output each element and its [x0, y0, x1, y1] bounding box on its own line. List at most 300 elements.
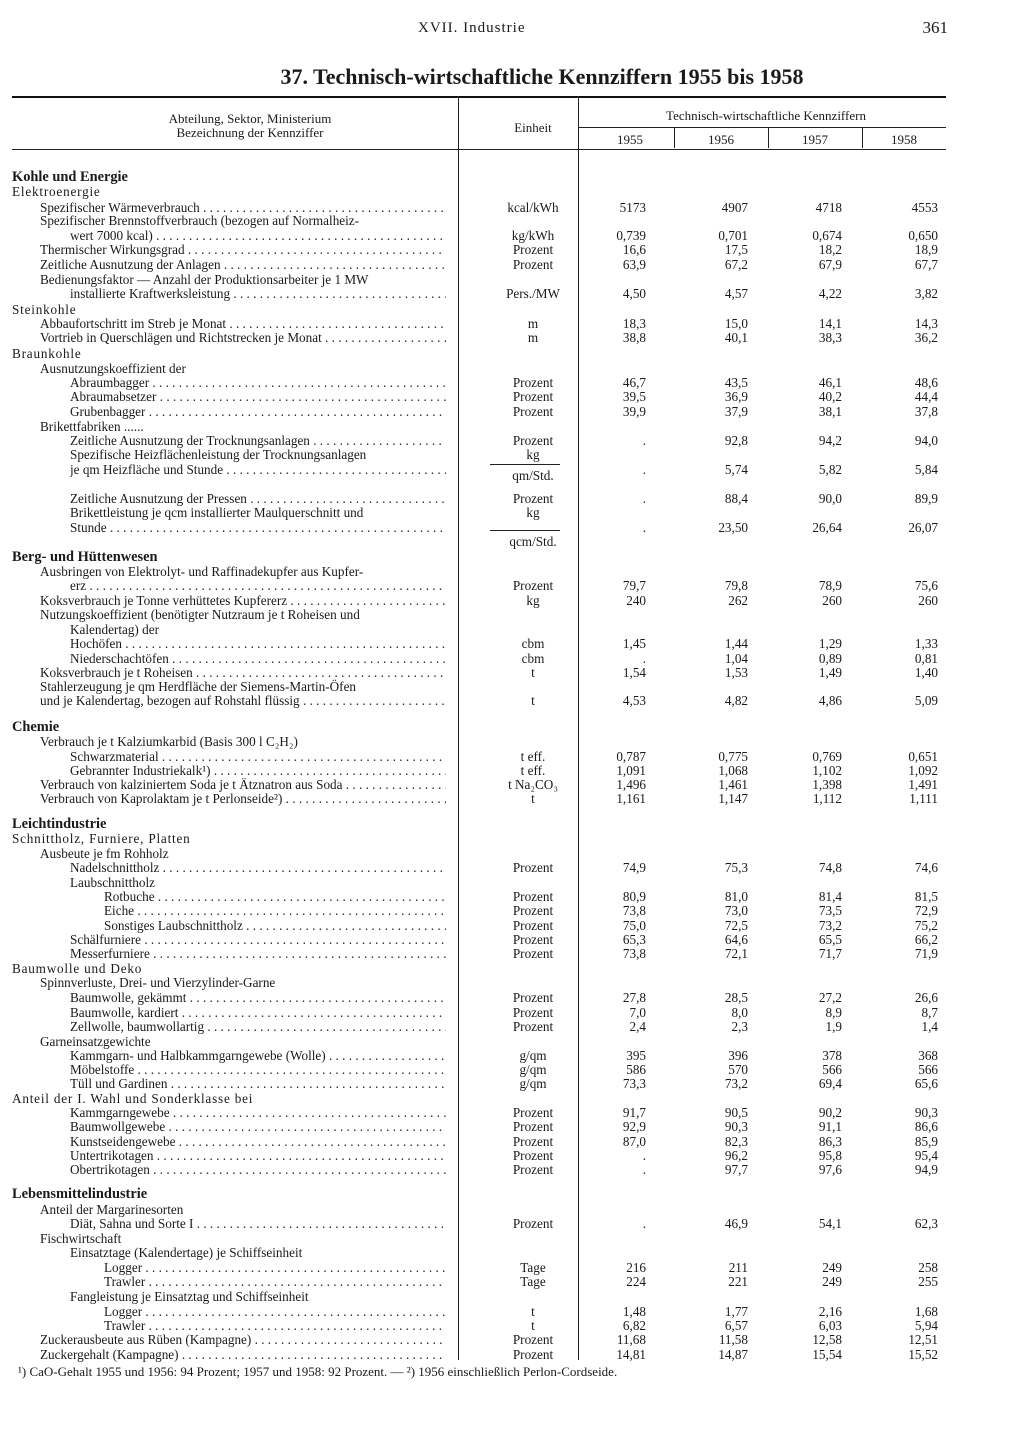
table-row: [0, 564, 1024, 579]
value-1957: 54,1: [818, 1216, 842, 1231]
value-1958: 258: [918, 1260, 938, 1275]
table-row: [0, 860, 1024, 875]
table-row: [0, 1134, 1024, 1149]
table-row: [0, 1019, 1024, 1034]
row-label: Lebensmittelindustrie: [12, 1186, 148, 1202]
table-row: [0, 734, 1024, 749]
value-1958: 260: [918, 593, 938, 608]
row-label: Sonstiges Laubschnittholz . . .: [104, 918, 446, 933]
table-row: [0, 763, 1024, 778]
row-label: Chemie: [12, 719, 60, 735]
value-1958: 0,651: [908, 749, 938, 764]
table-row: [0, 578, 1024, 593]
value-1957: 0,769: [812, 749, 842, 764]
row-label: Berg- und Hüttenwesen: [12, 549, 158, 565]
value-1958: 89,9: [914, 491, 938, 506]
footnote: ¹) CaO-Gehalt 1955 und 1956: 94 Prozent; 1957 und 1958: 92 Prozent. — ²) 1956 einschließlich Perlon-Cordseide.: [18, 1364, 618, 1379]
row-unit: Prozent: [512, 1148, 554, 1163]
value-1956: 67,2: [724, 257, 748, 272]
table-row: [0, 1332, 1024, 1347]
value-1957: 0,89: [818, 651, 842, 666]
row-unit: Prozent: [512, 1332, 554, 1347]
value-1956: 1,068: [718, 763, 748, 778]
value-1957: 40,2: [818, 389, 842, 404]
value-1955: 14,81: [616, 1347, 646, 1362]
row-unit: Prozent: [512, 1134, 554, 1149]
row-unit: Prozent: [512, 903, 554, 918]
value-1955: .: [642, 491, 646, 506]
subsection-heading: [0, 184, 1024, 199]
value-1957: 18,2: [818, 242, 842, 257]
row-label: Spezifischer Wärmeverbrauch . . .: [40, 200, 446, 215]
value-1956: 72,5: [724, 918, 748, 933]
header-year-1958: 1958: [891, 132, 917, 147]
table-row: [0, 491, 1024, 506]
row-label: Zellwolle, baumwollartig . . .: [70, 1019, 446, 1034]
value-1958: 1,33: [914, 636, 938, 651]
row-unit: Prozent: [512, 1119, 554, 1134]
row-label: Steinkohle: [12, 302, 77, 317]
value-1957: 6,03: [818, 1318, 842, 1333]
row-label: wert 7000 kcal) . . .: [70, 228, 446, 243]
value-1957: 4,86: [818, 693, 842, 708]
table-title: 37. Technisch-wirtschaftliche Kennziffern 1955 bis 1958: [280, 64, 804, 89]
row-label: Spezifische Heizflächenleistung der Trocknungsanlagen: [70, 447, 367, 462]
value-1956: 43,5: [724, 375, 748, 390]
value-1955: 0,787: [616, 749, 646, 764]
row-unit: kg/kWh: [511, 228, 555, 243]
section-heading: [0, 550, 1024, 565]
table-row: [0, 903, 1024, 918]
value-1958: 18,9: [914, 242, 938, 257]
value-1957: 1,29: [818, 636, 842, 651]
row-unit: Prozent: [512, 1162, 554, 1177]
row-label: Ausbringen von Elektrolyt- und Raffinadekupfer aus Kupfer-: [40, 564, 364, 579]
value-1958: 14,3: [914, 316, 938, 331]
value-1958: 67,7: [914, 257, 938, 272]
value-1956: 221: [728, 1274, 748, 1289]
subsection-heading: [0, 831, 1024, 846]
row-unit: Prozent: [512, 1019, 554, 1034]
row-unit: m: [527, 330, 539, 345]
table-row: [0, 1076, 1024, 1091]
table-row: [0, 228, 1024, 243]
value-1957: 12,58: [812, 1332, 842, 1347]
value-1955: 92,9: [622, 1119, 646, 1134]
value-1958: 1,092: [908, 763, 938, 778]
row-unit: Prozent: [512, 433, 554, 448]
value-1958: 72,9: [914, 903, 938, 918]
value-1958: 1,68: [914, 1304, 938, 1319]
table-row: [0, 1148, 1024, 1163]
value-1958: 5,84: [914, 462, 938, 477]
row-unit: kcal/kWh: [507, 200, 559, 215]
value-1957: 260: [822, 593, 842, 608]
value-1956: 4907: [721, 200, 748, 215]
value-1958: 36,2: [914, 330, 938, 345]
table-row: [0, 1289, 1024, 1304]
row-label: Zuckergehalt (Kampagne) . . .: [40, 1347, 446, 1362]
value-1956: 79,8: [724, 578, 748, 593]
value-1958: 1,40: [914, 665, 938, 680]
value-1958: 81,5: [914, 889, 938, 904]
table-row: [0, 679, 1024, 694]
value-1955: 224: [626, 1274, 646, 1289]
value-1956: 46,9: [724, 1216, 748, 1231]
row-label: Logger . . .: [104, 1304, 446, 1319]
value-1956: 72,1: [724, 946, 748, 961]
value-1956: 90,5: [724, 1105, 748, 1120]
value-1957: 38,1: [818, 404, 842, 419]
value-1955: 216: [626, 1260, 646, 1275]
value-1956: 90,3: [724, 1119, 748, 1134]
value-1958: 65,6: [914, 1076, 938, 1091]
value-1956: 2,3: [731, 1019, 748, 1034]
row-label: Schwarzmaterial . . .: [70, 749, 446, 764]
value-1958: 566: [918, 1062, 938, 1077]
table-row: [0, 468, 1024, 483]
value-1955: 0,739: [616, 228, 646, 243]
value-1955: 1,54: [622, 665, 646, 680]
row-label: Baumwolle und Deko: [12, 961, 143, 976]
value-1955: 39,9: [622, 404, 646, 419]
row-label: Eiche . . .: [104, 903, 446, 918]
table-row: [0, 534, 1024, 549]
table-row: [0, 213, 1024, 228]
table-row: [0, 1260, 1024, 1275]
table-row: [0, 990, 1024, 1005]
value-1957: 378: [822, 1048, 842, 1063]
row-label: installierte Kraftwerksleistung . . .: [70, 286, 446, 301]
value-1955: 1,496: [616, 777, 646, 792]
row-label: Baumwollgewebe . . .: [70, 1119, 446, 1134]
value-1955: 240: [626, 593, 646, 608]
row-label: Abbaufortschritt im Streb je Monat . . .: [40, 316, 446, 331]
row-label: Zeitliche Ausnutzung der Trocknungsanlagen . . .: [70, 433, 446, 448]
value-1956: 14,87: [718, 1347, 748, 1362]
table-row: [0, 1245, 1024, 1260]
value-1955: 38,8: [622, 330, 646, 345]
value-1956: 211: [728, 1260, 748, 1275]
table-row: [0, 505, 1024, 520]
value-1956: 4,57: [724, 286, 748, 301]
row-unit: Prozent: [512, 946, 554, 961]
table-row: [0, 272, 1024, 287]
value-1957: 86,3: [818, 1134, 842, 1149]
row-label: Grubenbagger . . .: [70, 404, 446, 419]
value-1955: .: [642, 651, 646, 666]
value-1958: 5,09: [914, 693, 938, 708]
row-unit: Prozent: [512, 491, 554, 506]
value-1958: 368: [918, 1048, 938, 1063]
value-1956: 73,0: [724, 903, 748, 918]
value-1956: 23,50: [718, 520, 748, 535]
value-1957: 27,2: [818, 990, 842, 1005]
row-label: Nutzungskoeffizient (benötigter Nutzraum je t Roheisen und: [40, 607, 360, 622]
value-1955: 80,9: [622, 889, 646, 904]
value-1957: 5,82: [818, 462, 842, 477]
subsection-heading: [0, 346, 1024, 361]
row-label: Untertrikotagen . . .: [70, 1148, 446, 1163]
value-1958: 44,4: [914, 389, 938, 404]
value-1955: 16,6: [622, 242, 646, 257]
value-1956: 262: [728, 593, 748, 608]
table-row: [0, 1005, 1024, 1020]
value-1956: 82,3: [724, 1134, 748, 1149]
value-1955: 65,3: [622, 932, 646, 947]
value-1958: 85,9: [914, 1134, 938, 1149]
table-row: [0, 777, 1024, 792]
row-label: Diät, Sahna und Sorte I . . .: [70, 1216, 446, 1231]
value-1955: 1,091: [616, 763, 646, 778]
value-1955: 63,9: [622, 257, 646, 272]
value-1956: 0,775: [718, 749, 748, 764]
table-row: [0, 693, 1024, 708]
table-row: [0, 607, 1024, 622]
value-1956: 73,2: [724, 1076, 748, 1091]
value-1957: 67,9: [818, 257, 842, 272]
value-1958: 15,52: [908, 1347, 938, 1362]
value-1958: 48,6: [914, 375, 938, 390]
row-unit: t eff.: [520, 749, 546, 764]
table-row: [0, 520, 1024, 535]
table-row: [0, 1347, 1024, 1362]
value-1957: 15,54: [812, 1347, 842, 1362]
row-label: Anteil der Margarinesorten: [40, 1202, 184, 1217]
row-unit: t: [531, 665, 535, 680]
value-1956: 1,04: [724, 651, 748, 666]
table-row: [0, 286, 1024, 301]
section-title: XVII. Industrie: [418, 20, 526, 36]
value-1958: 1,491: [908, 777, 938, 792]
row-label: Schälfurniere . . .: [70, 932, 446, 947]
table-row: [0, 791, 1024, 806]
value-1958: 75,6: [914, 578, 938, 593]
row-label: Hochöfen . . .: [70, 636, 446, 651]
row-label: Verbrauch je t Kalziumkarbid (Basis 300 l C₂H₂): [40, 734, 298, 749]
value-1957: 73,5: [818, 903, 842, 918]
value-1957: 46,1: [818, 375, 842, 390]
value-1957: 69,4: [818, 1076, 842, 1091]
value-1956: 1,461: [718, 777, 748, 792]
value-1958: 90,3: [914, 1105, 938, 1120]
row-unit: Prozent: [512, 578, 554, 593]
value-1955: .: [642, 520, 646, 535]
table-row: [0, 242, 1024, 257]
value-1958: 1,111: [909, 791, 938, 806]
row-label: Möbelstoffe . . .: [70, 1062, 446, 1077]
row-label: Elektroenergie: [12, 184, 101, 199]
value-1956: 1,147: [718, 791, 748, 806]
table-row: [0, 330, 1024, 345]
table-row: [0, 918, 1024, 933]
row-label: Koksverbrauch je t Roheisen . . .: [40, 665, 446, 680]
table-row: [0, 875, 1024, 890]
row-unit: Prozent: [512, 242, 554, 257]
table-row: [0, 1202, 1024, 1217]
table-row: [0, 749, 1024, 764]
table-row: [0, 651, 1024, 666]
value-1957: 90,0: [818, 491, 842, 506]
value-1956: 11,58: [718, 1332, 748, 1347]
row-label: Zeitliche Ausnutzung der Pressen . . .: [70, 491, 446, 506]
row-label: Kunstseidengewebe . . .: [70, 1134, 446, 1149]
table-row: [0, 316, 1024, 331]
table-row: [0, 622, 1024, 637]
row-label: Baumwolle, gekämmt . . .: [70, 990, 446, 1005]
row-label: Einsatztage (Kalendertage) je Schiffseinheit: [70, 1245, 303, 1260]
value-1955: 79,7: [622, 578, 646, 593]
row-unit: Prozent: [512, 389, 554, 404]
row-unit: t: [531, 791, 535, 806]
value-1957: 38,3: [818, 330, 842, 345]
value-1957: 65,5: [818, 932, 842, 947]
value-1957: 81,4: [818, 889, 842, 904]
value-1955: 18,3: [622, 316, 646, 331]
value-1958: 95,4: [914, 1148, 938, 1163]
row-label: Verbrauch von Kaprolaktam je t Perlonseide²) . . .: [40, 791, 446, 806]
value-1955: 2,4: [629, 1019, 646, 1034]
value-1956: 64,6: [724, 932, 748, 947]
value-1957: 1,112: [812, 791, 842, 806]
value-1956: 5,74: [724, 462, 748, 477]
row-unit: g/qm: [519, 1048, 547, 1063]
row-unit: t: [531, 1318, 535, 1333]
row-label: Braunkohle: [12, 346, 82, 361]
table-row: [0, 375, 1024, 390]
row-label: Spezifischer Brennstoffverbrauch (bezogen auf Normalheiz-: [40, 213, 360, 228]
value-1957: 4718: [815, 200, 842, 215]
value-1956: 1,77: [724, 1304, 748, 1319]
table-row: [0, 1105, 1024, 1120]
row-unit: Prozent: [512, 1216, 554, 1231]
table-row: [0, 1062, 1024, 1077]
row-unit: kg: [526, 505, 540, 520]
value-1955: 39,5: [622, 389, 646, 404]
table-row: [0, 1318, 1024, 1333]
value-1955: .: [642, 1148, 646, 1163]
value-1957: 1,49: [818, 665, 842, 680]
value-1958: 5,94: [914, 1318, 938, 1333]
value-1957: 95,8: [818, 1148, 842, 1163]
row-unit: Tage: [520, 1260, 546, 1275]
header-year-1955: 1955: [617, 132, 643, 147]
subsection-heading: [0, 302, 1024, 317]
row-unit: t: [531, 1304, 535, 1319]
value-1958: 12,51: [908, 1332, 938, 1347]
value-1956: 40,1: [724, 330, 748, 345]
row-label: Schnittholz, Furniere, Platten: [12, 831, 191, 846]
table-row: [0, 1162, 1024, 1177]
subsection-heading: [0, 1091, 1024, 1106]
row-label: Niederschachtöfen . . .: [70, 651, 446, 666]
table-row: [0, 946, 1024, 961]
row-unit: Tage: [520, 1274, 546, 1289]
table-row: [0, 665, 1024, 680]
value-1955: .: [642, 462, 646, 477]
value-1956: 88,4: [724, 491, 748, 506]
row-unit: Prozent: [512, 932, 554, 947]
row-unit: Prozent: [512, 860, 554, 875]
row-label: Stunde . . .: [70, 520, 446, 535]
row-label: Baumwolle, kardiert . . .: [70, 1005, 446, 1020]
value-1957: 14,1: [818, 316, 842, 331]
row-label: Spinnverluste, Drei- und Vierzylinder-Garne: [40, 975, 276, 990]
row-label: Kammgarngewebe . . .: [70, 1105, 446, 1120]
row-label: Rotbuche . . .: [104, 889, 446, 904]
row-unit: kg: [526, 593, 540, 608]
value-1955: 87,0: [622, 1134, 646, 1149]
row-label: Fangleistung je Einsatztag und Schiffseinheit: [70, 1289, 309, 1304]
value-1956: 4,82: [724, 693, 748, 708]
row-label: Anteil der I. Wahl und Sonderklasse bei: [12, 1091, 254, 1106]
value-1956: 81,0: [724, 889, 748, 904]
row-label: je qm Heizfläche und Stunde . . .: [70, 462, 446, 477]
row-unit: g/qm: [519, 1076, 547, 1091]
value-1955: 91,7: [622, 1105, 646, 1120]
table-row: [0, 932, 1024, 947]
value-1955: 1,45: [622, 636, 646, 651]
header-year-1957: 1957: [802, 132, 828, 147]
row-unit: qm/Std.: [512, 468, 554, 483]
row-label: Leichtindustrie: [12, 816, 107, 832]
value-1958: 3,82: [914, 286, 938, 301]
value-1956: 28,5: [724, 990, 748, 1005]
table-row: [0, 1048, 1024, 1063]
value-1958: 0,81: [914, 651, 938, 666]
value-1956: 75,3: [724, 860, 748, 875]
value-1955: 73,8: [622, 903, 646, 918]
row-unit: Prozent: [512, 1005, 554, 1020]
value-1957: 71,7: [818, 946, 842, 961]
value-1957: 2,16: [818, 1304, 842, 1319]
row-label: Bedienungsfaktor — Anzahl der Produktionsarbeiter je 1 MW: [40, 272, 369, 287]
value-1958: 75,2: [914, 918, 938, 933]
value-1956: 92,8: [724, 433, 748, 448]
value-1956: 8,0: [731, 1005, 748, 1020]
value-1958: 4553: [911, 200, 938, 215]
value-1955: .: [642, 1216, 646, 1231]
value-1955: 5173: [619, 200, 646, 215]
table-row: [0, 975, 1024, 990]
value-1957: 249: [822, 1274, 842, 1289]
value-1957: 249: [822, 1260, 842, 1275]
value-1955: 46,7: [622, 375, 646, 390]
value-1955: 4,53: [622, 693, 646, 708]
value-1958: 86,6: [914, 1119, 938, 1134]
table-row: [0, 1231, 1024, 1246]
value-1958: 0,650: [908, 228, 938, 243]
value-1955: 27,8: [622, 990, 646, 1005]
row-label: Nadelschnittholz . . .: [70, 860, 446, 875]
value-1958: 8,7: [921, 1005, 938, 1020]
section-heading: [0, 170, 1024, 185]
value-1957: 97,6: [818, 1162, 842, 1177]
value-1956: 1,44: [724, 636, 748, 651]
row-unit: Prozent: [512, 990, 554, 1005]
header-group: Technisch-wirtschaftliche Kennziffern: [666, 108, 866, 123]
table-row: [0, 419, 1024, 434]
value-1958: 66,2: [914, 932, 938, 947]
value-1957: 4,22: [818, 286, 842, 301]
value-1956: 97,7: [724, 1162, 748, 1177]
value-1955: 73,8: [622, 946, 646, 961]
value-1956: 37,9: [724, 404, 748, 419]
value-1955: .: [642, 1162, 646, 1177]
row-label: Abraumbagger . . .: [70, 375, 446, 390]
value-1955: .: [642, 433, 646, 448]
value-1955: 1,161: [616, 791, 646, 806]
